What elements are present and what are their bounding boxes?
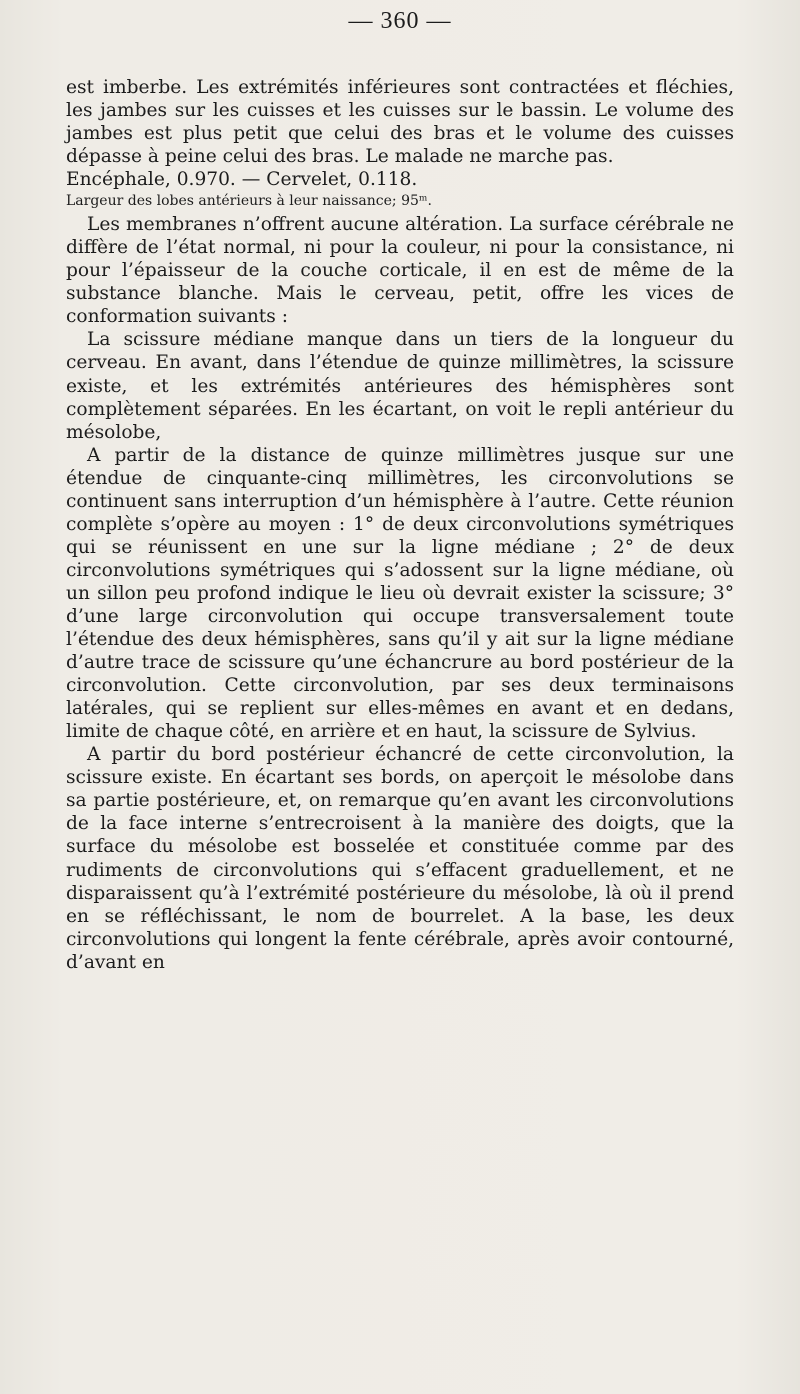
page-number: — 360 — xyxy=(348,8,452,34)
paragraph-posterior-border: A partir du bord postérieur échancré de cette circonvolution, la scissure existe. En écartant ses bords, on aperçoit le mésolobe dans sa partie postérieure, et, on remarque qu’en avant les circonvolutions de la face interne s’entrecroisent à la manière des doigts, que la surface du mésolobe est bosselée et constituée comme par des rudiments de circonvolutions qui s’effacent graduellement, et ne disparaissent qu’à l’extrémité postérieure du mésolobe, là où il prend en se réfléchissant, le nom de bourrelet. A la base, les deux circonvolutions qui longent la fente cérébrale, après avoir contourné, d’avant en xyxy=(66,744,734,973)
paragraph-patient-description: est imberbe. Les extrémités inférieures sont contractées et fléchies, les jambes sur les cuisses et les cuisses sur le bassin. Le volume des jambes est plus petit que celui des bras et le volume des cuisses dépasse à peine celui des bras. Le malade ne marche pas. xyxy=(66,77,734,168)
brain-weight-line: Encéphale, 0.970. — Cervelet, 0.118. xyxy=(66,169,418,191)
body-text xyxy=(66,76,734,974)
paragraph-membranes: Les membranes n’offrent aucune altération. La surface cérébrale ne diffère de l’état normal, ni pour la couleur, ni pour la consistance, ni pour l’épaisseur de la couche corticale, il en est de même de la substance blanche. Mais le cerveau, petit, offre les vices de conformation suivants : xyxy=(66,214,734,328)
lobe-width-note: Largeur des lobes antérieurs à leur naissance; 95ᵐ. xyxy=(66,193,432,210)
paragraph-convolutions: A partir de la distance de quinze millimètres jusque sur une étendue de cinquante-cinq millimètres, les circonvolutions se continuent sans interruption d’un hémisphère à l’autre. Cette réunion complète s’opère au moyen : 1° de deux circonvolutions symétriques qui se réunissent en une sur la ligne médiane ; 2° de deux circonvolutions symétriques qui s’adossent sur la ligne médiane, où un sillon peu profond indique le lieu où devrait exister la scissure; 3° d’une large circonvolution qui occupe transversalement toute l’étendue des deux hémisphères, sans qu’il y ait sur la ligne médiane d’autre trace de scissure qu’une échancrure au bord postérieur de la circonvolution. Cette circonvolution, par ses deux terminaisons latérales, qui se replient sur elles-mêmes en avant et en dedans, limite de chaque côté, en arrière et en haut, la scissure de Sylvius. xyxy=(66,444,734,743)
paragraph-median-fissure: La scissure médiane manque dans un tiers de la longueur du cerveau. En avant, dans l’étendue de quinze millimètres, la scissure existe, et les extrémités antérieures des hémisphères sont complètement séparées. En les écartant, on voit le repli antérieur du mésolobe, xyxy=(66,329,734,443)
